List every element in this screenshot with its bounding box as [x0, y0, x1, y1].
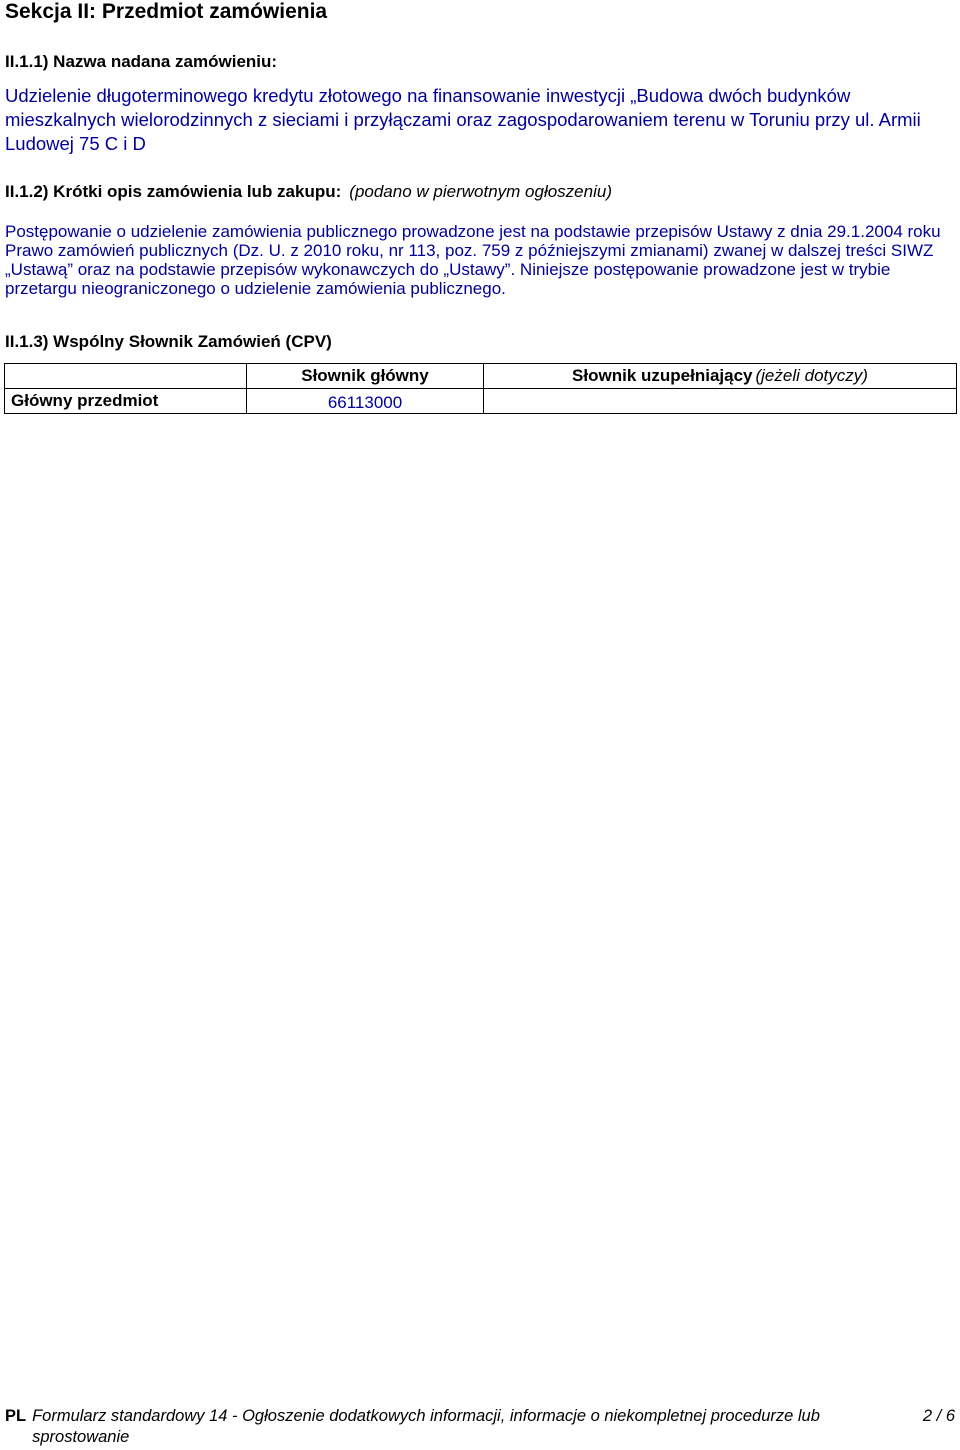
section-title: Sekcja II: Przedmiot zamówienia — [5, 0, 328, 23]
cpv-row-label: Główny przedmiot — [5, 389, 247, 414]
cpv-table-header-row — [5, 364, 957, 389]
cpv-supplementary-label: Słownik uzupełniający — [572, 366, 753, 385]
cpv-supplementary-note: (jeżeli dotyczy) — [755, 366, 868, 385]
page-footer — [5, 1406, 955, 1448]
short-description-heading-note: (podano w pierwotnym ogłoszeniu) — [349, 182, 612, 201]
footer-page-number: 2 / 6 — [922, 1407, 955, 1425]
cpv-supplementary-code — [483, 389, 956, 414]
footer-form-title: Formularz standardowy 14 - Ogłoszenie dodatkowych informacji, informacje o niekompletnej procedurze lub sprostowanie — [32, 1407, 820, 1446]
contract-name-text: Udzielenie długoterminowego kredytu złotowego na finansowanie inwestycji „Budowa dwóch budynków mieszkalnych wielorodzinnych z sieciami i przyłączami oraz zagospodarowaniem terenu w Toruniu przy ul. Armii Ludowej 75 C i D — [5, 85, 921, 154]
contract-name-heading: II.1.1) Nazwa nadana zamówieniu: — [5, 52, 278, 71]
short-description-heading — [5, 182, 612, 202]
short-description-text: Postępowanie o udzielenie zamówienia publicznego prowadzone jest na podstawie przepisów Ustawy z dnia 29.1.2004 roku Prawo zamówień publicznych (Dz. U. z 2010 roku, nr 113, poz. 759 z późniejszymi zmianami) zwanej w dalszej treści SIWZ „Ustawą” oraz na podstawie przepisów wykonawczych do „Ustawy”. Niniejsze postępowanie prowadzone jest w trybie przetargu nieograniczonego o udzielenie zamówienia publicznego. — [5, 222, 941, 298]
cpv-main-vocabulary-header: Słownik główny — [247, 364, 484, 389]
short-description-heading-label: II.1.2) Krótki opis zamówienia lub zakupu: — [5, 182, 342, 201]
cpv-supplementary-vocabulary-header — [483, 364, 956, 389]
cpv-heading: II.1.3) Wspólny Słownik Zamówień (CPV) — [5, 332, 332, 351]
table-row — [5, 389, 957, 414]
cpv-table — [4, 363, 957, 414]
cpv-main-code: 66113000 — [247, 389, 484, 414]
cpv-table-corner-cell — [5, 364, 247, 389]
footer-language: PL — [5, 1407, 27, 1425]
